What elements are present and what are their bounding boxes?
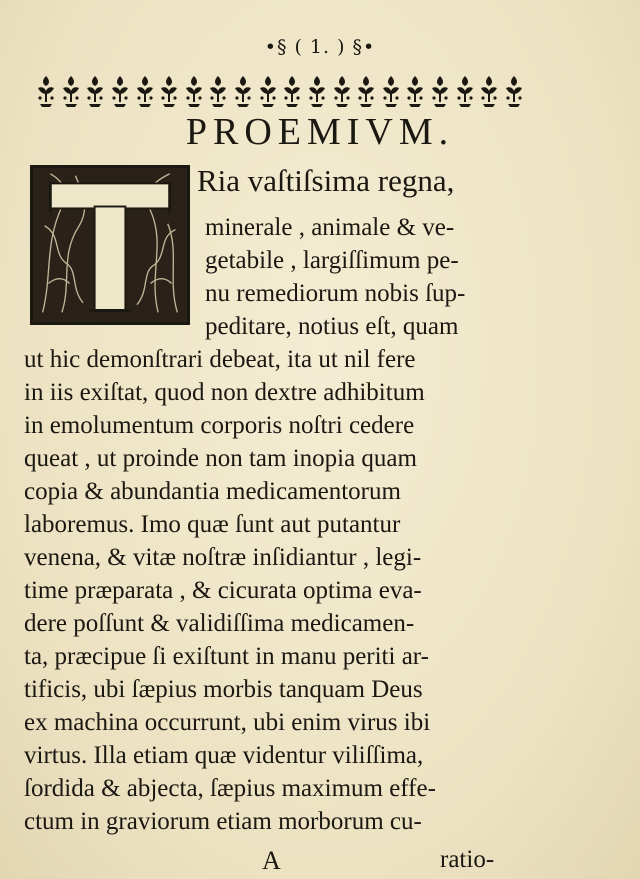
fleuron-icon bbox=[135, 74, 155, 108]
fleuron-icon bbox=[36, 74, 56, 108]
fleuron-icon bbox=[258, 74, 278, 108]
fleuron-icon bbox=[159, 74, 179, 108]
fleuron-icon bbox=[332, 74, 352, 108]
body-line: venena, & vitæ noſtræ inſidiantur , legi- bbox=[24, 544, 422, 571]
fleuron-icon bbox=[282, 74, 302, 108]
fleuron-icon bbox=[405, 74, 425, 108]
body-line: peditare, notius eſt, quam bbox=[205, 313, 459, 340]
body-line: ex machina occurrunt, ubi enim virus ibi bbox=[24, 709, 431, 736]
body-line: in emolumentum corporis noſtri cedere bbox=[24, 412, 415, 439]
body-line: ſordida & abjecta, ſæpius maximum effe- bbox=[24, 775, 436, 802]
page-number: •§ ( 1. ) §• bbox=[264, 36, 376, 58]
body-line: queat , ut proinde non tam inopia quam bbox=[24, 445, 417, 472]
fleuron-icon bbox=[85, 74, 105, 108]
body-line: in iis exiſtat, quod non dextre adhibitum bbox=[24, 379, 425, 406]
body-line: minerale , animale & ve- bbox=[205, 214, 455, 241]
body-line: Ria vaſtiſsima regna, bbox=[197, 163, 455, 198]
body-line: ta, præcipue ſi exiſtunt in manu periti ar- bbox=[24, 643, 429, 670]
page-title: PROEMIVM. bbox=[185, 111, 455, 153]
body-line: laboremus. Imo quæ ſunt aut putantur bbox=[24, 511, 401, 538]
body-line: nu remediorum nobis ſup- bbox=[205, 280, 466, 307]
fleuron-icon bbox=[233, 74, 253, 108]
initial-t-icon bbox=[33, 168, 187, 322]
body-line: copia & abundantia medicamentorum bbox=[24, 478, 401, 505]
fleuron-icon bbox=[110, 74, 130, 108]
decorated-initial-t bbox=[30, 165, 190, 325]
fleuron-icon bbox=[61, 74, 81, 108]
fleuron-icon bbox=[307, 74, 327, 108]
fleuron-icon bbox=[356, 74, 376, 108]
body-line: dere poſſunt & validiſſima medicamen- bbox=[24, 610, 415, 637]
body-line: ut hic demonſtrari debeat, ita ut nil fere bbox=[24, 346, 416, 373]
body-line: tificis, ubi ſæpius morbis tanquam Deus bbox=[24, 676, 423, 703]
fleuron-icon bbox=[208, 74, 228, 108]
signature-mark: A bbox=[262, 846, 281, 875]
fleuron-icon bbox=[455, 74, 475, 108]
fleuron-icon bbox=[381, 74, 401, 108]
body-line: ctum in graviorum etiam morborum cu- bbox=[24, 808, 422, 835]
ornament-band bbox=[36, 72, 524, 110]
catchword: ratio- bbox=[440, 846, 495, 873]
body-line: getabile , largiſſimum pe- bbox=[205, 247, 459, 274]
fleuron-icon bbox=[504, 74, 524, 108]
fleuron-icon bbox=[479, 74, 499, 108]
body-line: time præparata , & cicurata optima eva- bbox=[24, 577, 422, 604]
fleuron-icon bbox=[430, 74, 450, 108]
fleuron-icon bbox=[184, 74, 204, 108]
body-line: virtus. Illa etiam quæ videntur viliſſima, bbox=[24, 742, 424, 769]
